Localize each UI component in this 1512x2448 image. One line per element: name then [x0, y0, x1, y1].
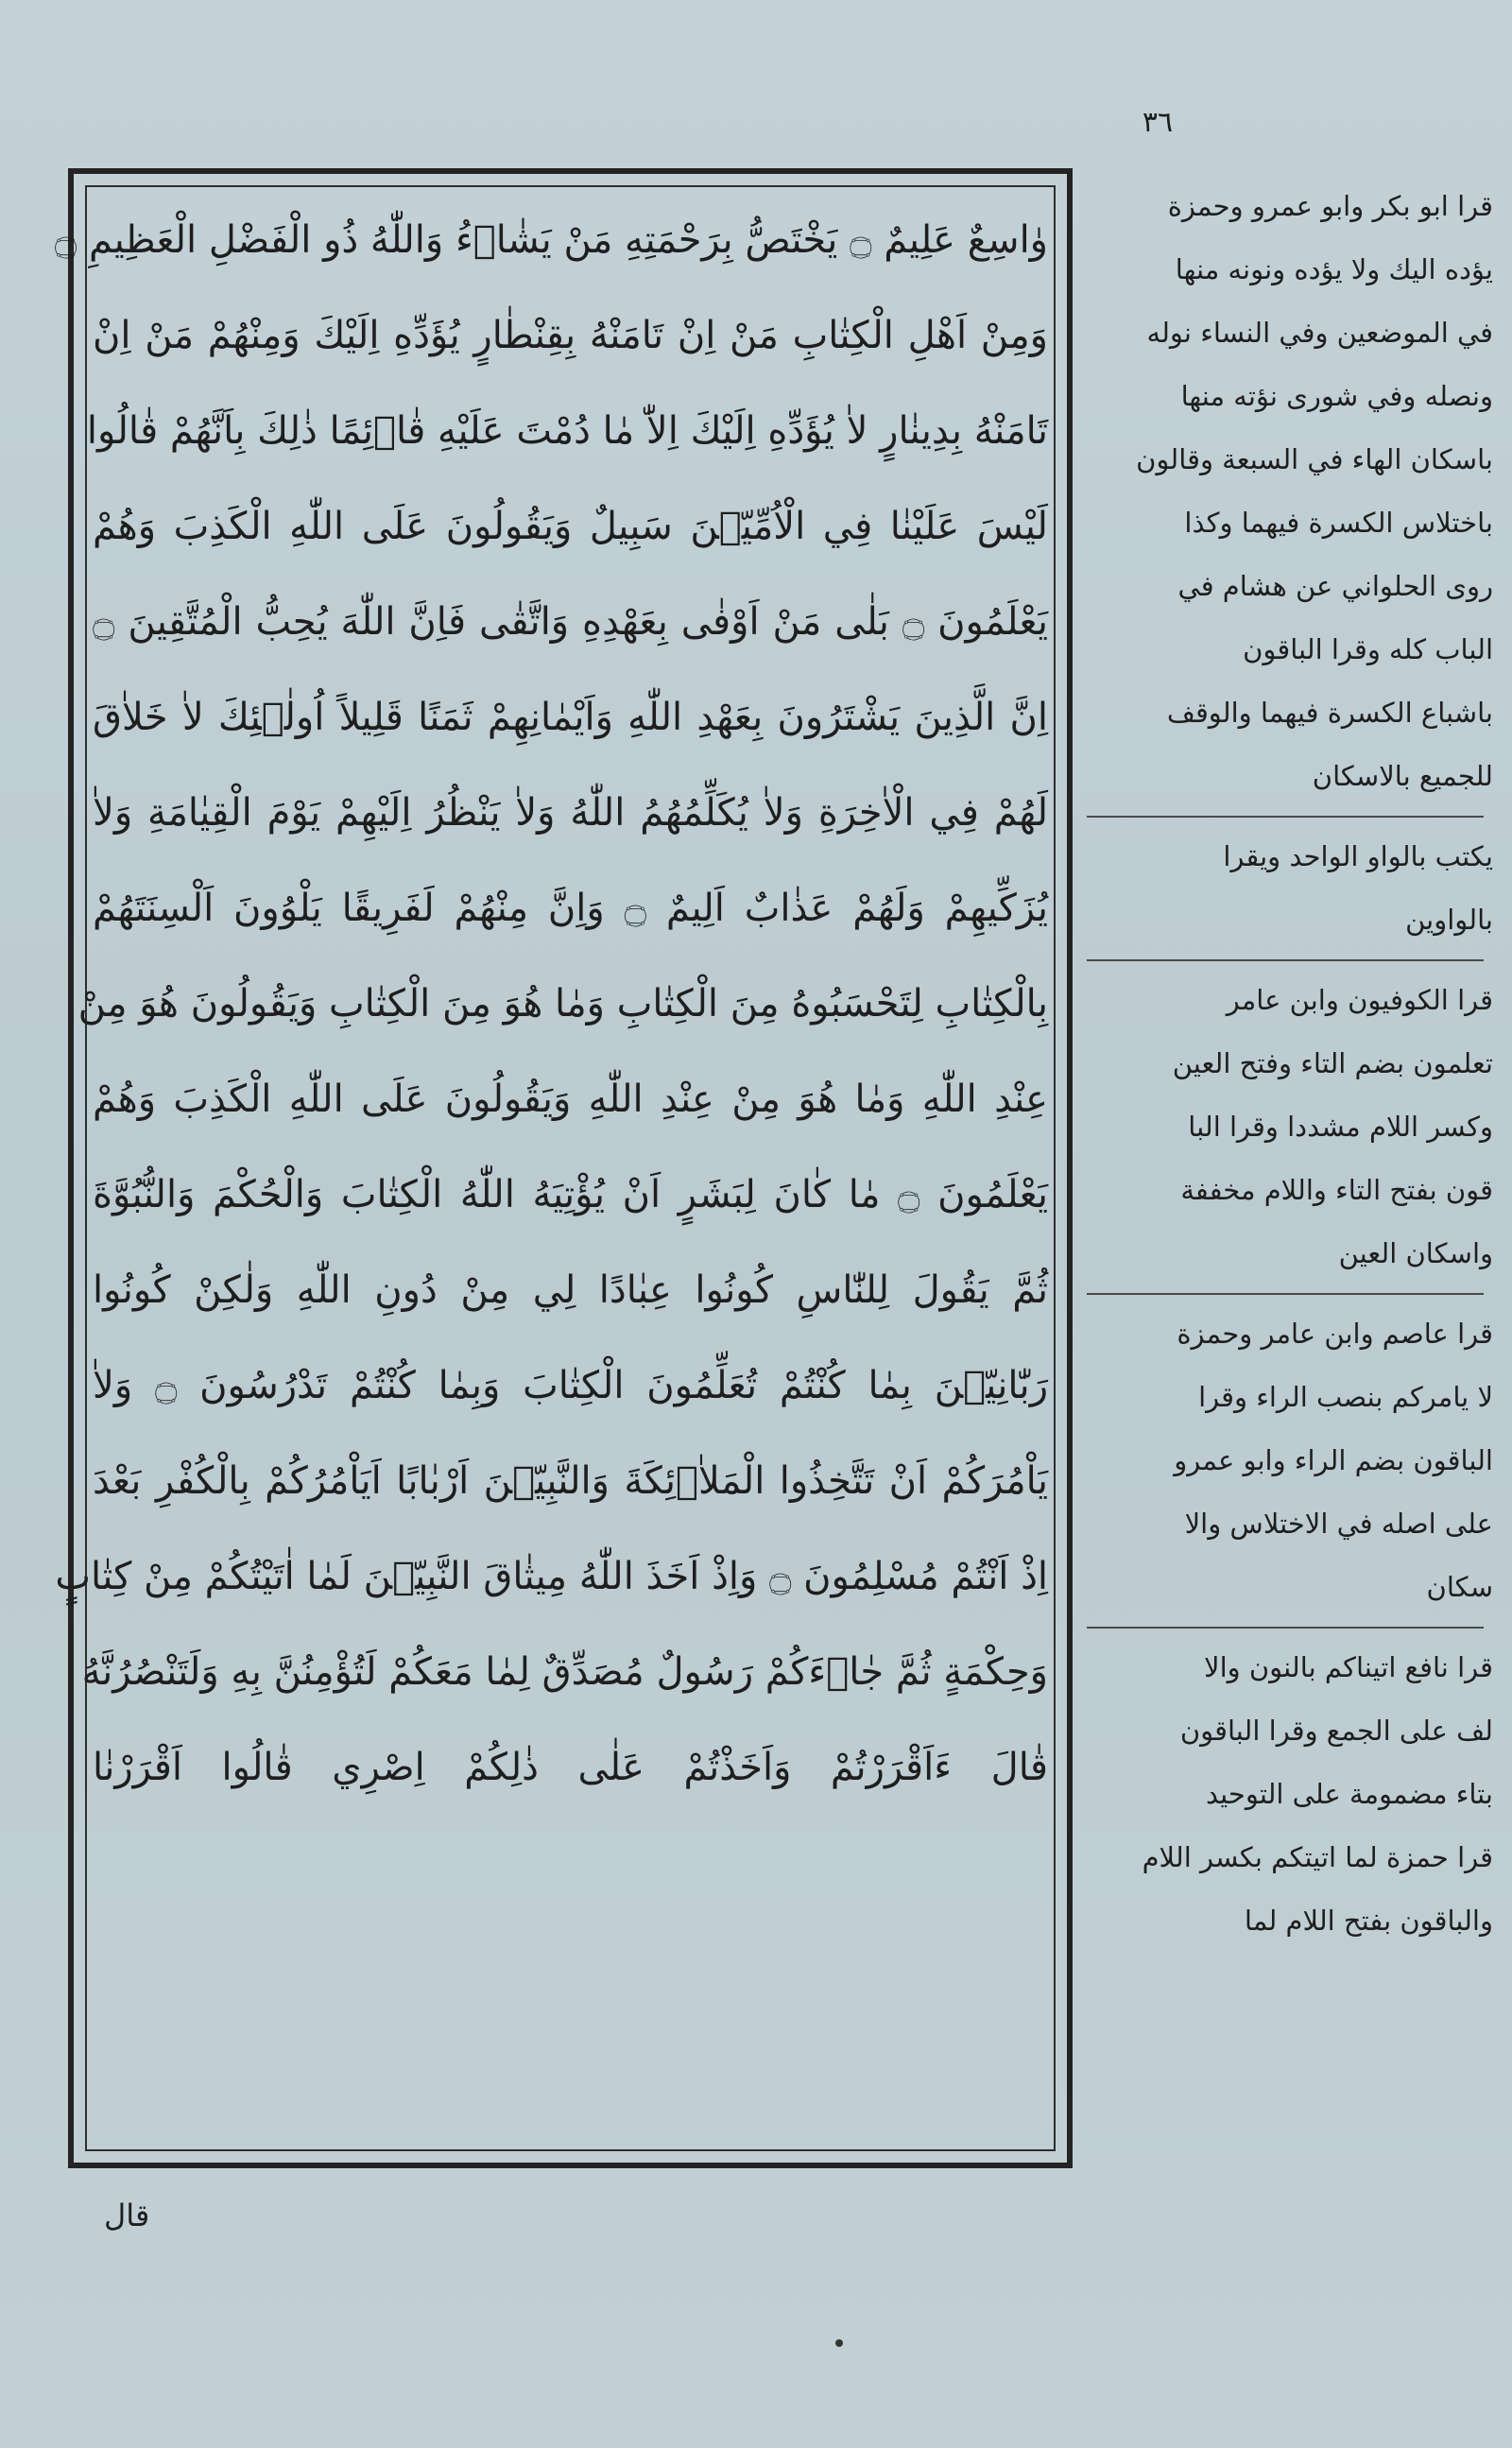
margin-note-line: لا يامركم بنصب الراء وقرا: [1198, 1381, 1493, 1413]
catchword: قال: [104, 2198, 150, 2233]
verse-line: يَاْمُرَكُمْ اَنْ تَتَّخِذُوا الْمَلاٰۤئِكَةَ وَالنَّبِيّٖنَ اَرْبٰابًا اَيَاْمُرُكُمْ بِالْكُفْرِ بَعْدَ: [93, 1459, 1048, 1503]
margin-note-line: بالواوين: [1405, 904, 1493, 936]
margin-note-line: باسكان الهاء في السبعة وقالون: [1136, 443, 1493, 475]
margin-note-line: الباقون بضم الراء وابو عمرو: [1174, 1444, 1493, 1476]
margin-note-line: قرا ابو بكر وابو عمرو وحمزة: [1167, 190, 1493, 222]
note-separator: [1077, 808, 1493, 825]
margin-note-line: قرا الكوفيون وابن عامر: [1226, 984, 1493, 1016]
margin-note-line: بتاء مضمومة على التوحيد: [1205, 1778, 1493, 1810]
margin-note-line: ونصله وفي شورى نؤته منها: [1180, 380, 1493, 412]
margin-note-line: سكان: [1426, 1571, 1493, 1603]
margin-note-line: يؤده اليك ولا يؤده ونونه منها: [1175, 253, 1493, 285]
margin-note-line: قرا عاصم وابن عامر وحمزة: [1177, 1318, 1493, 1350]
verse-line: يَعْلَمُونَ ۝ مٰا كٰانَ لِبَشَرٍ اَنْ يُؤْتِيَهُ اللّٰهُ الْكِتٰابَ وَالْحُكْمَ وَالنُّبُوَّةَ: [93, 1173, 1048, 1216]
verse-line: اِنَّ الَّذِينَ يَشْتَرُونَ بِعَهْدِ اللّٰهِ وَاَيْمٰانِهِمْ ثَمَنًا قَلِيلاً اُولٰۤئِكَ لاٰ خَلاٰقَ: [93, 696, 1048, 739]
main-text-lines: [54, 193, 1049, 2153]
verse-line: رَبّٰانِيّٖنَ بِمٰا كُنْتُمْ تُعَلِّمُونَ الْكِتٰابَ وَبِمٰا كُنْتُمْ تَدْرُسُونَ ۝ وَلاٰ: [93, 1364, 1049, 1407]
verse-line: قٰالَ ءَاَقْرَرْتُمْ وَاَخَذْتُمْ عَلٰى ذٰلِكُمْ اِصْرِي قٰالُوا اَقْرَرْنٰا: [93, 1746, 1048, 1789]
margin-note-line: الباب كله وقرا الباقون: [1243, 633, 1493, 665]
main-text-frame: [54, 168, 1073, 2168]
verse-line: وَحِكْمَةٍ ثُمَّ جٰاۤءَكُمْ رَسُولٌ مُصَدِّقٌ لِمٰا مَعَكُمْ لَتُؤْمِنُنَّ بِهِ وَلَتَنْصُرُنَّهُ: [81, 1650, 1048, 1694]
margin-note-line: قرا نافع اتيناكم بالنون والا: [1204, 1651, 1493, 1683]
verse-line: ثُمَّ يَقُولَ لِلنّٰاسِ كُونُوا عِبٰادًا لِي مِنْ دُونِ اللّٰهِ وَلٰكِنْ كُونُوا: [93, 1268, 1048, 1312]
margin-note-line: قون بفتح التاء واللام مخففة: [1180, 1174, 1493, 1206]
verse-line: اِذْ اَنْتُمْ مُسْلِمُونَ ۝ وَاِذْ اَخَذَ اللّٰهُ مِيثٰاقَ النَّبِيّٖنَ لَمٰا اٰتَيْتُكُمْ مِنْ كِتٰابٍ: [55, 1555, 1048, 1598]
margin-note-line: باشباع الكسرة فيهما والوقف: [1166, 697, 1493, 729]
note-separator: [1077, 952, 1493, 969]
verse-line: بِالْكِتٰابِ لِتَحْسَبُوهُ مِنَ الْكِتٰابِ وَمٰا هُوَ مِنَ الْكِتٰابِ وَيَقُولُونَ هُوَ مِنْ: [77, 982, 1048, 1026]
note-separator: [1077, 1285, 1493, 1302]
verse-line: تَامَنْهُ بِدِينٰارٍ لاٰ يُؤَدِّهِ اِلَيْكَ اِلاّٰ مٰا دُمْتَ عَلَيْهِ قٰاۤئِمًا ذٰلِكَ بِاَنَّهُمْ قٰالُوا: [86, 409, 1048, 453]
margin-notes: [1077, 175, 1493, 1953]
note-separator: [1077, 1619, 1493, 1636]
verse-line: يَعْلَمُونَ ۝ بَلٰى مَنْ اَوْفٰى بِعَهْدِهِ وَاتَّقٰى فَاِنَّ اللّٰهَ يُحِبُّ الْمُتَّقِينَ ۝: [93, 600, 1048, 644]
margin-note-line: على اصله في الاختلاس والا: [1184, 1508, 1493, 1540]
margin-note-line: واسكان العين: [1338, 1237, 1493, 1269]
margin-note-line: قرا حمزة لما اتيتكم بكسر اللام: [1142, 1841, 1493, 1873]
verse-line: يُزَكِّيهِمْ وَلَهُمْ عَذٰابٌ اَلِيمٌ ۝ وَاِنَّ مِنْهُمْ لَفَرِيقًا يَلْوُونَ اَلْسِنَتَهُمْ: [93, 887, 1049, 930]
verse-line: وَمِنْ اَهْلِ الْكِتٰابِ مَنْ اِنْ تَامَنْهُ بِقِنْطٰارٍ يُؤَدِّهِ اِلَيْكَ وَمِنْهُمْ مَنْ اِنْ: [93, 314, 1048, 357]
margin-note-line: يكتب بالواو الواحد ويقرا: [1223, 840, 1493, 872]
verse-line: لَهُمْ فِي الْاٰخِرَةِ وَلاٰ يُكَلِّمُهُمُ اللّٰهُ وَلاٰ يَنْظُرُ اِلَيْهِمْ يَوْمَ الْقِيٰامَةِ وَلاٰ: [93, 791, 1048, 835]
margin-note-line: في الموضعين وفي النساء نوله: [1146, 317, 1493, 349]
verse-line: وٰاسِعٌ عَلِيمٌ ۝ يَخْتَصُّ بِرَحْمَتِهِ مَنْ يَشٰاۤءُ وَاللّٰهُ ذُو الْفَضْلِ الْعَظِيمِ ۝: [54, 218, 1048, 262]
margin-note-line: لف على الجمع وقرا الباقون: [1179, 1715, 1493, 1747]
margin-note-line: وكسر اللام مشددا وقرا البا: [1188, 1111, 1493, 1143]
verse-line: عِنْدِ اللّٰهِ وَمٰا هُوَ مِنْ عِنْدِ اللّٰهِ وَيَقُولُونَ عَلَى اللّٰهِ الْكَذِبَ وَهُمْ: [93, 1077, 1048, 1121]
margin-note-line: روى الحلواني عن هشام في: [1177, 570, 1493, 602]
margin-note-line: والباقون بفتح اللام لما: [1244, 1905, 1493, 1937]
ink-mark: [835, 2339, 843, 2347]
margin-note-line: باختلاس الكسرة فيهما وكذا: [1184, 507, 1493, 539]
margin-note-line: تعلمون بضم التاء وفتح العين: [1172, 1047, 1493, 1079]
verse-line: لَيْسَ عَلَيْنٰا فِي الْاُمِّيّٖنَ سَبِيلٌ وَيَقُولُونَ عَلَى اللّٰهِ الْكَذِبَ وَهُمْ: [93, 505, 1048, 548]
margin-note-line: للجميع بالاسكان: [1312, 760, 1493, 792]
page-number: ٣٦: [1142, 106, 1174, 139]
